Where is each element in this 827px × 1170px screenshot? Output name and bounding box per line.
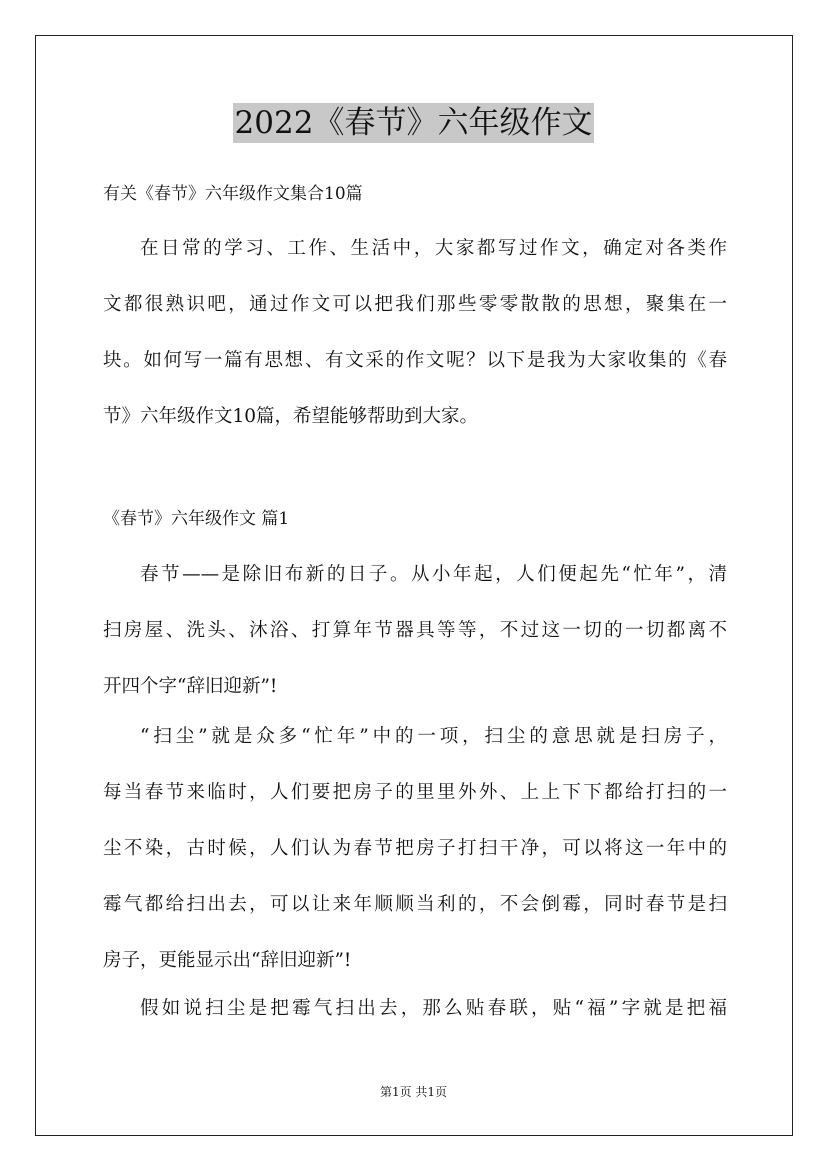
intro-line: 节》六年级作文10篇，希望能够帮助到大家。 [103,406,479,427]
paragraph-line: 春节——是除旧布新的日子。从小年起，人们便起先“忙年”，清 [140,564,727,585]
title-container [0,103,827,143]
intro-line: 在日常的学习、工作、生活中，大家都写过作文，确定对各类作 [140,238,727,259]
intro-paragraph [103,236,727,460]
paragraph-line: 假如说扫尘是把霉气扫出去，那么贴春联，贴“福”字就是把福 [140,998,727,1019]
paragraph-line: 扫房屋、洗头、沐浴、打算年节器具等等，不过这一切的一切都离不 [103,620,727,641]
paragraph-line: 房子，更能显示出“辞旧迎新”! [103,950,352,971]
page-footer: 第1页 共1页 [379,1085,448,1099]
document-subtitle: 有关《春节》六年级作文集合10篇 [103,184,363,204]
paragraph-line: 开四个字“辞旧迎新”! [103,676,278,697]
paragraph-line: “扫尘”就是众多“忙年”中的一项，扫尘的意思就是扫房子， [140,726,727,747]
paragraph-line: 尘不染，古时候，人们认为春节把房子打扫干净，可以将这一年中的 [103,838,727,859]
intro-line: 块。如何写一篇有思想、有文采的作文呢？以下是我为大家收集的《春 [103,350,727,371]
body-paragraph-1 [103,562,727,730]
document-title: 2022《春节》六年级作文 [234,105,593,141]
body-paragraph-3 [103,996,727,1052]
paragraph-line: 每当春节来临时，人们要把房子的里里外外、上上下下都给打扫的一 [103,782,727,803]
body-paragraph-2 [103,724,727,1004]
section-heading: 《春节》六年级作文 篇1 [103,509,290,529]
paragraph-line: 霉气都给扫出去，可以让来年顺顺当利的，不会倒霉，同时春节是扫 [103,894,727,915]
intro-line: 文都很熟识吧，通过作文可以把我们那些零零散散的思想，聚集在一 [103,294,727,315]
